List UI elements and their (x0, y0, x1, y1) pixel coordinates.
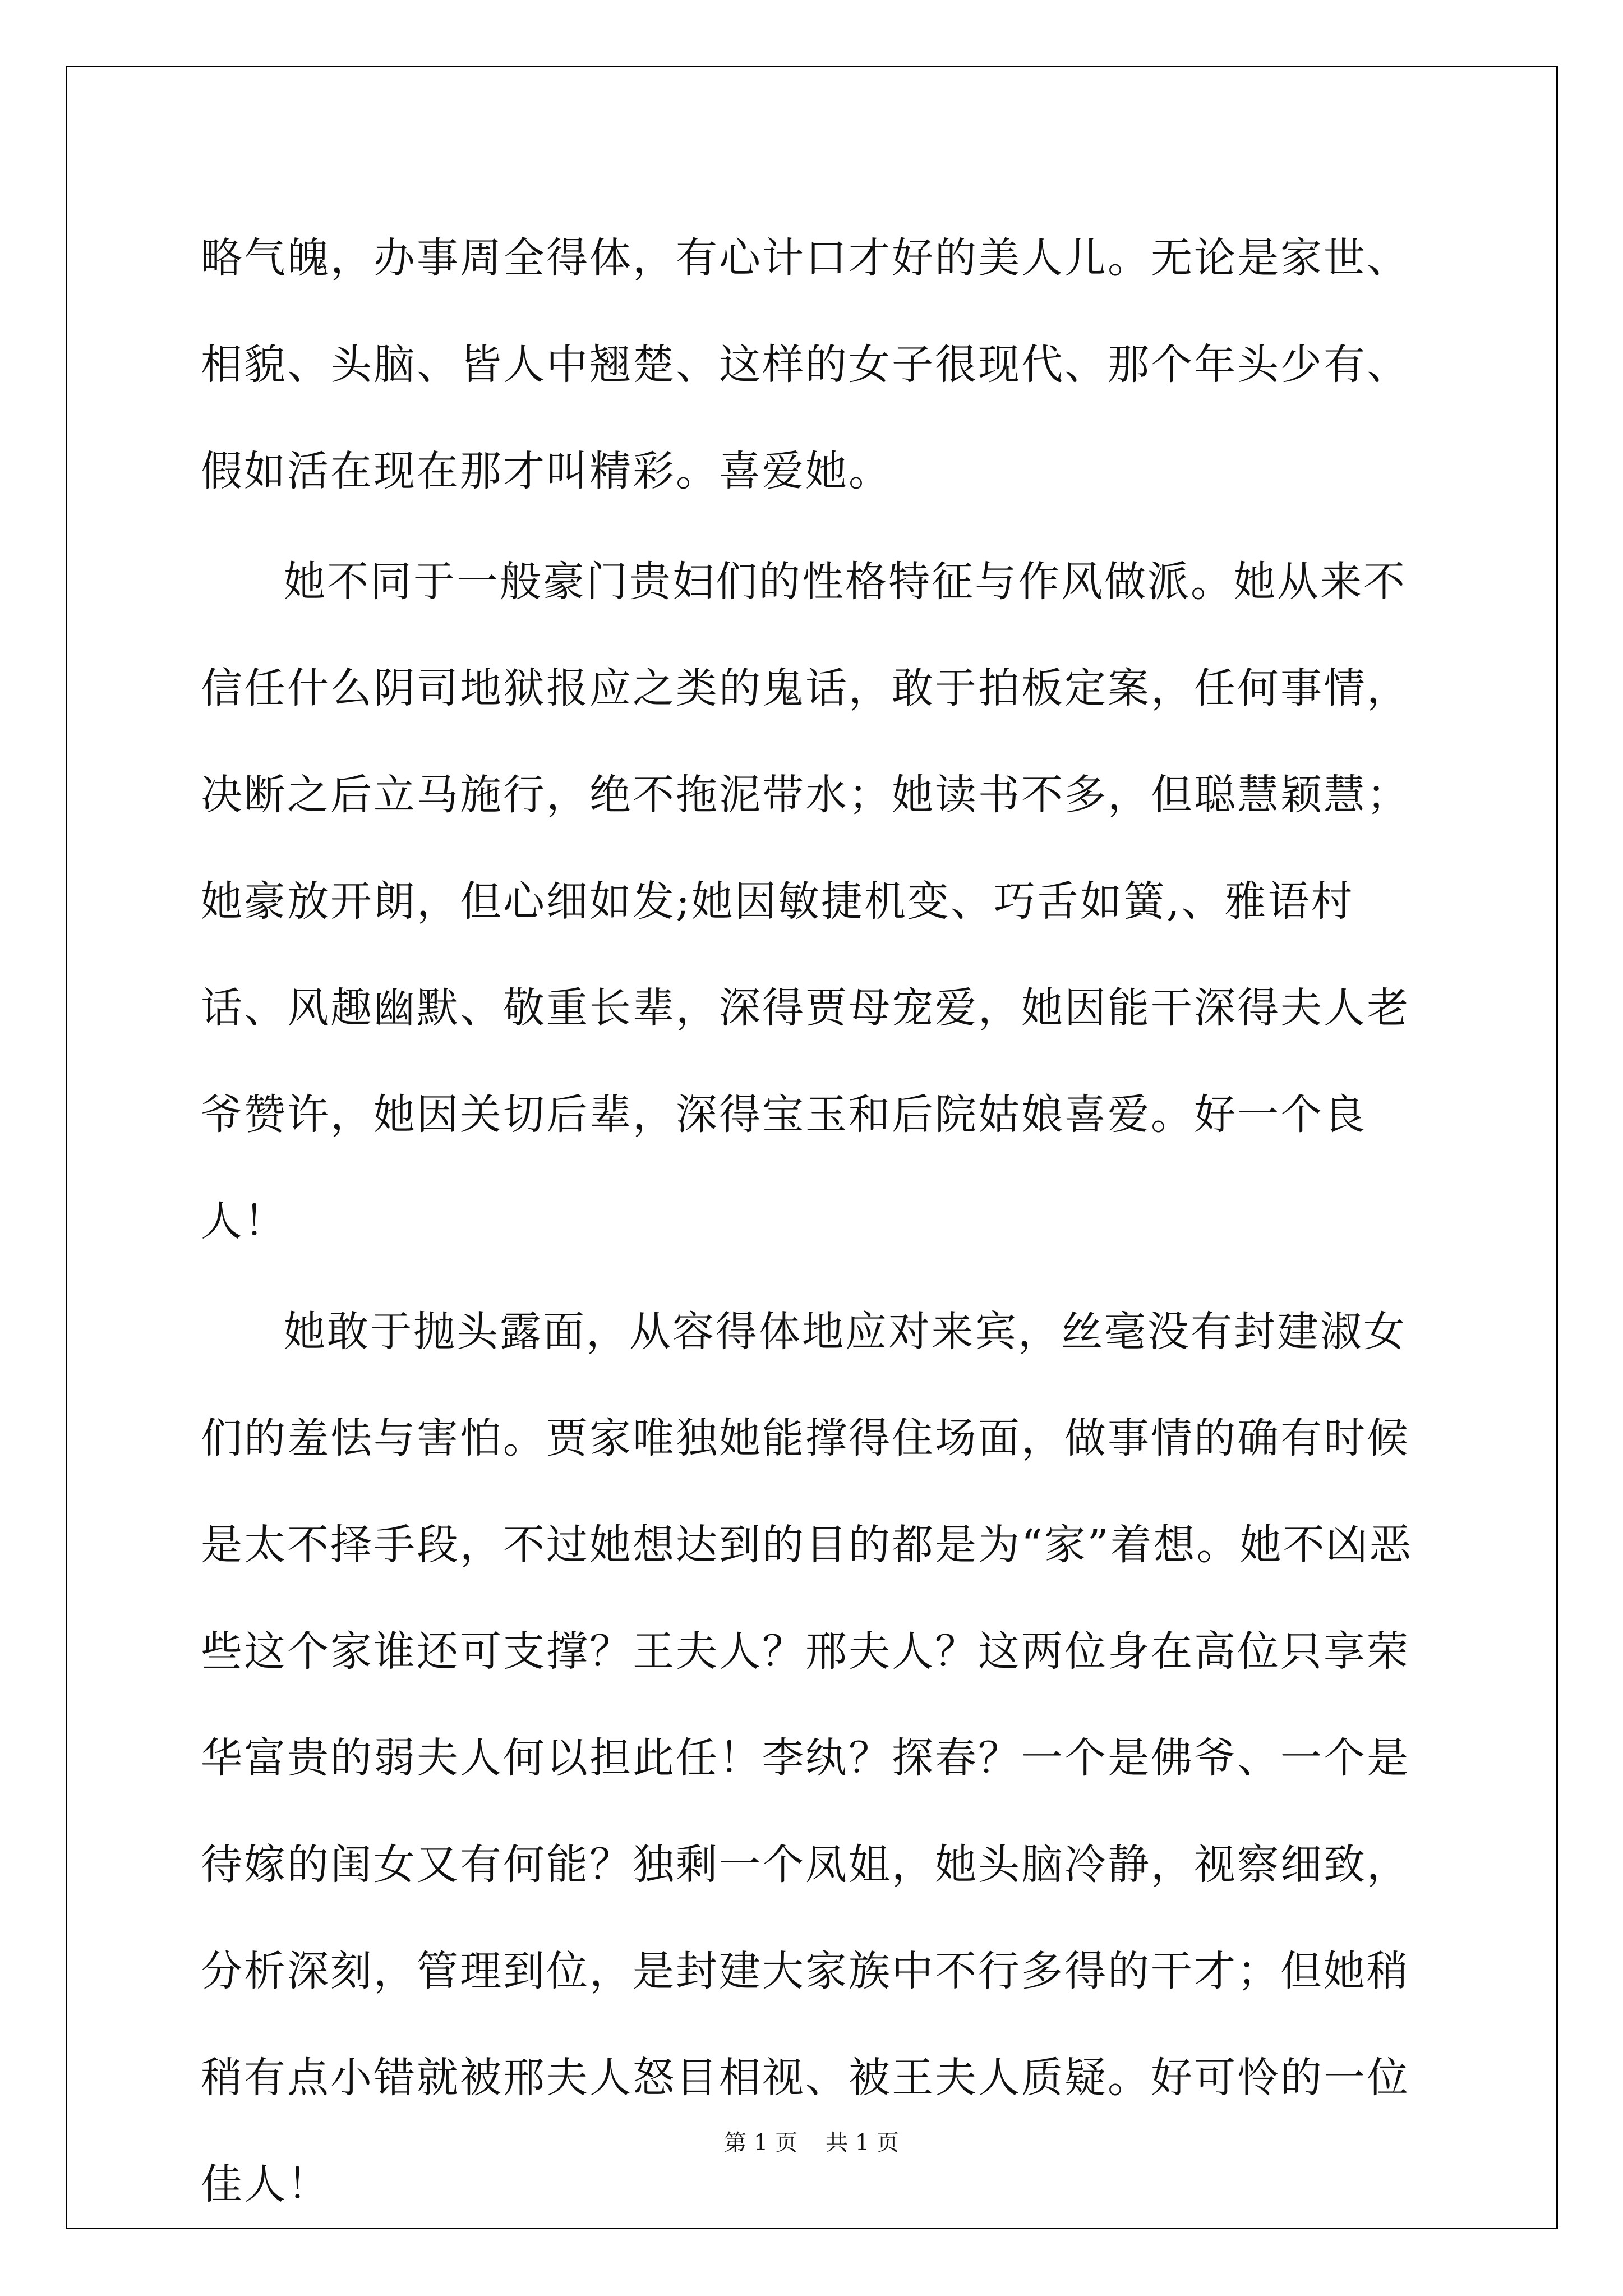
paragraph-3: 她敢于抛头露面，从容得体地应对来宾，丝毫没有封建淑女们的羞怯与害怕。贾家唯独她能撑得住场面，做事情的确有时候是太不择手段，不过她想达到的目的都是为“家”着想。她不凶恶些这个家谁还可支撑？王夫人？邢夫人？这两位身在高位只享荣华富贵的弱夫人何以担此任！李纨？探春？一个是佛爷、一个是待嫁的闺女又有何能？独剩一个凤姐，她头脑冷静，视察细致，分析深刻，管理到位，是封建大家族中不行多得的干才；但她稍稍有点小错就被邢夫人怒目相视、被王夫人质疑。好可怜的一位佳人！ (201, 1308, 1413, 2208)
paragraph-2: 她不同于一般豪门贵妇们的性格特征与作风做派。她从来不信任什么阴司地狱报应之类的鬼话，敢于拍板定案，任何事情，决断之后立马施行，绝不拖泥带水；她读书不多，但聪慧颖慧；她豪放开朗，但心细如发;她因敏捷机变、巧舌如簧,、雅语村话、风趣幽默、敬重长辈，深得贾母宠爱，她因能干深得夫人老爷赞许，她因关切后辈，深得宝玉和后院姑娘喜爱。好一个良人！ (201, 558, 1410, 1245)
page-number-total: 共 1 页 (826, 2130, 899, 2156)
page-number-current: 第 1 页 (724, 2130, 797, 2156)
page-footer (0, 2125, 1623, 2157)
document-body (201, 205, 1435, 2242)
paragraph-1: 略气魄，办事周全得体，有心计口才好的美人儿。无论是家世、相貌、头脑、皆人中翘楚、这样的女子很现代、那个年头少有、假如活在现在那才叫精彩。喜爱她。 (201, 234, 1410, 495)
